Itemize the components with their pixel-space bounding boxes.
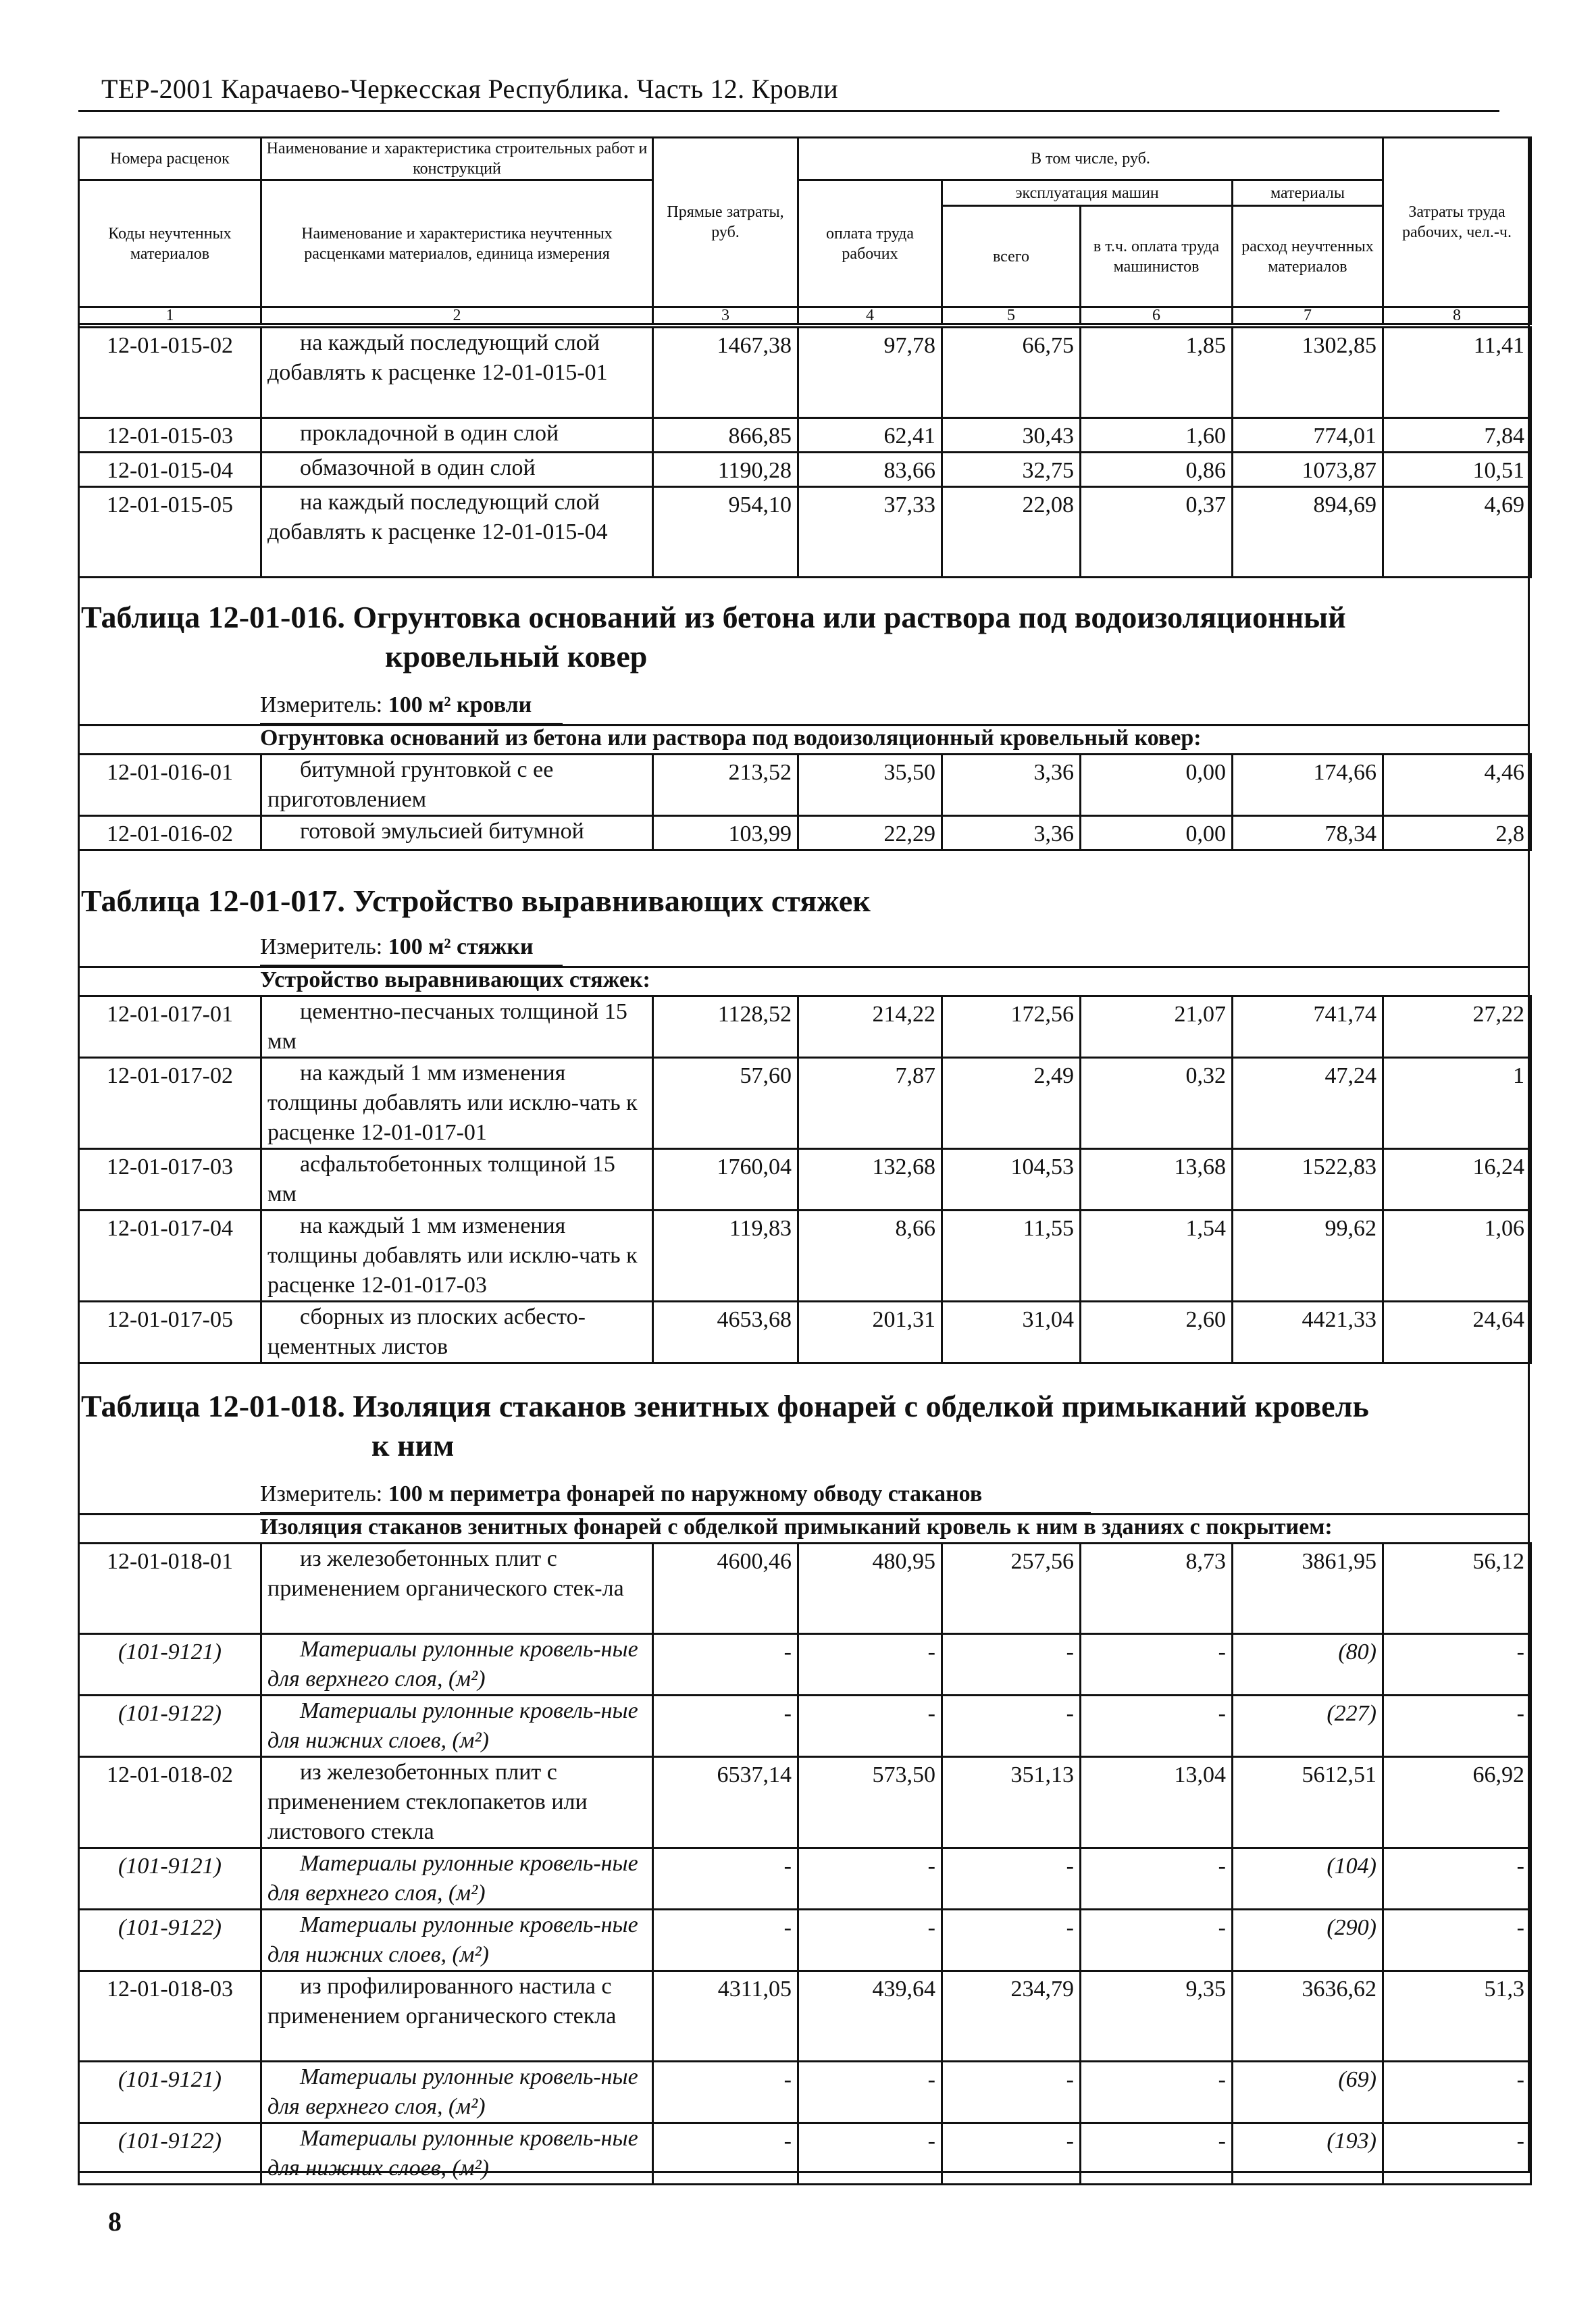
value-cell: - bbox=[942, 1910, 1081, 1971]
value-cell: 104,53 bbox=[942, 1149, 1081, 1211]
value-cell: 8,73 bbox=[1081, 1544, 1233, 1634]
value-cell: - bbox=[1383, 1696, 1531, 1757]
value-cell: 103,99 bbox=[653, 816, 798, 850]
rate-code: 12-01-017-01 bbox=[79, 996, 261, 1058]
value-cell: 66,75 bbox=[942, 328, 1081, 418]
value-cell: 51,3 bbox=[1383, 1971, 1531, 2062]
value-cell: 1,54 bbox=[1081, 1211, 1233, 1302]
value-cell: 83,66 bbox=[798, 453, 942, 487]
table-18-subtitle: Изоляция стаканов зенитных фонарей с обделкой примыканий кровель к ним в зданиях с покрытием: bbox=[260, 1515, 1333, 1540]
value-cell: (69) bbox=[1233, 2062, 1383, 2123]
value-cell: 0,32 bbox=[1081, 1058, 1233, 1149]
header-direct-costs: Прямые затраты, руб. bbox=[653, 138, 798, 307]
col-number: 1 bbox=[79, 307, 261, 324]
value-cell: 132,68 bbox=[798, 1149, 942, 1211]
value-cell: 37,33 bbox=[798, 487, 942, 578]
value-cell: 1,85 bbox=[1081, 328, 1233, 418]
value-cell: 5612,51 bbox=[1233, 1757, 1383, 1848]
value-cell: 954,10 bbox=[653, 487, 798, 578]
material-row bbox=[79, 1696, 1531, 1757]
value-cell: 31,04 bbox=[942, 1302, 1081, 1363]
col-number: 2 bbox=[261, 307, 653, 324]
rate-row bbox=[79, 1211, 1531, 1302]
work-name: асфальтобетонных толщиной 15 мм bbox=[261, 1149, 653, 1211]
value-cell: 172,56 bbox=[942, 996, 1081, 1058]
work-name: прокладочной в один слой bbox=[261, 418, 653, 453]
material-code: (101-9122) bbox=[79, 1696, 261, 1757]
value-cell: 1302,85 bbox=[1233, 328, 1383, 418]
rate-code: 12-01-015-04 bbox=[79, 453, 261, 487]
material-name: Материалы рулонные кровель-ные для нижних слоев, (м²) bbox=[261, 1696, 653, 1757]
col-number: 6 bbox=[1081, 307, 1233, 324]
value-cell: 0,37 bbox=[1081, 487, 1233, 578]
value-cell: - bbox=[1081, 1696, 1233, 1757]
rate-code: 12-01-015-03 bbox=[79, 418, 261, 453]
value-cell: - bbox=[1081, 1634, 1233, 1696]
header-machines-wages: в т.ч. оплата труда машинистов bbox=[1081, 206, 1233, 307]
value-cell: 7,87 bbox=[798, 1058, 942, 1149]
value-cell: - bbox=[653, 1634, 798, 1696]
value-cell: 4600,46 bbox=[653, 1544, 798, 1634]
table-16-title-line2: кровельный ковер bbox=[385, 639, 648, 673]
rate-row bbox=[79, 328, 1531, 418]
value-cell: - bbox=[1081, 1848, 1233, 1910]
value-cell: 573,50 bbox=[798, 1757, 942, 1848]
value-cell: 3,36 bbox=[942, 755, 1081, 816]
value-cell: 234,79 bbox=[942, 1971, 1081, 2062]
value-cell: - bbox=[653, 1910, 798, 1971]
rate-row bbox=[79, 1149, 1531, 1211]
value-cell: - bbox=[1383, 1634, 1531, 1696]
value-cell: (80) bbox=[1233, 1634, 1383, 1696]
material-code: (101-9121) bbox=[79, 2062, 261, 2123]
value-cell: 201,31 bbox=[798, 1302, 942, 1363]
material-name: Материалы рулонные кровель-ные для нижних слоев, (м²) bbox=[261, 2123, 653, 2185]
value-cell: 30,43 bbox=[942, 418, 1081, 453]
measure-label: Измеритель: bbox=[260, 692, 383, 717]
value-cell: 0,00 bbox=[1081, 755, 1233, 816]
value-cell: 774,01 bbox=[1233, 418, 1383, 453]
value-cell: 480,95 bbox=[798, 1544, 942, 1634]
value-cell: 11,55 bbox=[942, 1211, 1081, 1302]
col-number: 5 bbox=[942, 307, 1081, 324]
table-18-measure bbox=[260, 1481, 982, 1507]
value-cell: 56,12 bbox=[1383, 1544, 1531, 1634]
running-head: ТЕР-2001 Карачаево-Черкесская Республика. Часть 12. Кровли bbox=[101, 74, 838, 104]
page-number: 8 bbox=[108, 2206, 122, 2237]
material-name: Материалы рулонные кровель-ные для верхнего слоя, (м²) bbox=[261, 1848, 653, 1910]
value-cell: - bbox=[1081, 1910, 1233, 1971]
rate-row bbox=[79, 418, 1531, 453]
header-materials-consumption: расход неучтенных материалов bbox=[1233, 206, 1383, 307]
value-cell: 6537,14 bbox=[653, 1757, 798, 1848]
value-cell: (104) bbox=[1233, 1848, 1383, 1910]
table-12-01-015 bbox=[78, 326, 1532, 578]
value-cell: 2,60 bbox=[1081, 1302, 1233, 1363]
table-12-01-017 bbox=[78, 995, 1532, 1364]
value-cell: 97,78 bbox=[798, 328, 942, 418]
value-cell: 10,51 bbox=[1383, 453, 1531, 487]
col-number: 3 bbox=[653, 307, 798, 324]
value-cell: 4653,68 bbox=[653, 1302, 798, 1363]
work-name: готовой эмульсией битумной bbox=[261, 816, 653, 850]
rate-row bbox=[79, 755, 1531, 816]
table-16-title: Таблица 12-01-016. Огрунтовка оснований из бетона или раствора под водоизоляционный bbox=[81, 600, 1346, 634]
header-machines-total: всего bbox=[942, 206, 1081, 307]
value-cell: - bbox=[798, 1848, 942, 1910]
value-cell: 62,41 bbox=[798, 418, 942, 453]
table-12-01-018 bbox=[78, 1542, 1532, 2185]
value-cell: - bbox=[653, 1696, 798, 1757]
material-code: (101-9121) bbox=[79, 1848, 261, 1910]
table-17-title: Таблица 12-01-017. Устройство выравнивающих стяжек bbox=[81, 884, 871, 918]
value-cell: 1 bbox=[1383, 1058, 1531, 1149]
work-name: из профилированного настила с применением органического стекла bbox=[261, 1971, 653, 2062]
rate-code: 12-01-017-04 bbox=[79, 1211, 261, 1302]
value-cell: 47,24 bbox=[1233, 1058, 1383, 1149]
material-row bbox=[79, 1634, 1531, 1696]
value-cell: - bbox=[798, 1910, 942, 1971]
value-cell: 894,69 bbox=[1233, 487, 1383, 578]
header-wages: оплата труда рабочих bbox=[798, 180, 942, 307]
material-row bbox=[79, 2123, 1531, 2185]
col-number: 8 bbox=[1383, 307, 1531, 324]
value-cell: 21,07 bbox=[1081, 996, 1233, 1058]
value-cell: - bbox=[798, 2123, 942, 2185]
value-cell: 11,41 bbox=[1383, 328, 1531, 418]
value-cell: 3636,62 bbox=[1233, 1971, 1383, 2062]
value-cell: 4311,05 bbox=[653, 1971, 798, 2062]
work-name: на каждый последующий слой добавлять к расценке 12-01-015-04 bbox=[261, 487, 653, 578]
value-cell: 1,60 bbox=[1081, 418, 1233, 453]
value-cell: 16,24 bbox=[1383, 1149, 1531, 1211]
value-cell: - bbox=[942, 2062, 1081, 2123]
rate-code: 12-01-016-01 bbox=[79, 755, 261, 816]
value-cell: 99,62 bbox=[1233, 1211, 1383, 1302]
value-cell: 1467,38 bbox=[653, 328, 798, 418]
rate-code: 12-01-016-02 bbox=[79, 816, 261, 850]
rate-code: 12-01-017-03 bbox=[79, 1149, 261, 1211]
value-cell: 4421,33 bbox=[1233, 1302, 1383, 1363]
value-cell: (193) bbox=[1233, 2123, 1383, 2185]
value-cell: 351,13 bbox=[942, 1757, 1081, 1848]
value-cell: 1,06 bbox=[1383, 1211, 1531, 1302]
header-rate-numbers: Номера расценок bbox=[79, 138, 261, 180]
value-cell: 7,84 bbox=[1383, 418, 1531, 453]
col-number: 7 bbox=[1233, 307, 1383, 324]
material-row bbox=[79, 1910, 1531, 1971]
table-17-subtitle: Устройство выравнивающих стяжек: bbox=[260, 967, 650, 992]
table-17-measure bbox=[260, 934, 534, 960]
work-name: битумной грунтовкой с ее приготовлением bbox=[261, 755, 653, 816]
value-cell: 24,64 bbox=[1383, 1302, 1531, 1363]
material-code: (101-9121) bbox=[79, 1634, 261, 1696]
material-row bbox=[79, 1848, 1531, 1910]
table-16-subtitle: Огрунтовка оснований из бетона или раствора под водоизоляционный кровельный ковер: bbox=[260, 726, 1202, 751]
value-cell: 866,85 bbox=[653, 418, 798, 453]
value-cell: 9,35 bbox=[1081, 1971, 1233, 2062]
value-cell: 213,52 bbox=[653, 755, 798, 816]
work-name: из железобетонных плит с применением органического стек-ла bbox=[261, 1544, 653, 1634]
value-cell: 1190,28 bbox=[653, 453, 798, 487]
material-code: (101-9122) bbox=[79, 2123, 261, 2185]
value-cell: - bbox=[1383, 1910, 1531, 1971]
value-cell: 2,8 bbox=[1383, 816, 1531, 850]
value-cell: - bbox=[653, 2123, 798, 2185]
value-cell: - bbox=[798, 1696, 942, 1757]
value-cell: 214,22 bbox=[798, 996, 942, 1058]
value-cell: - bbox=[942, 1696, 1081, 1757]
value-cell: - bbox=[798, 1634, 942, 1696]
value-cell: 4,69 bbox=[1383, 487, 1531, 578]
rate-row bbox=[79, 487, 1531, 578]
header-material-codes: Коды неучтенных материалов bbox=[79, 180, 261, 307]
work-name: цементно-песчаных толщиной 15 мм bbox=[261, 996, 653, 1058]
rate-row bbox=[79, 816, 1531, 850]
value-cell: 741,74 bbox=[1233, 996, 1383, 1058]
header-materials: материалы bbox=[1233, 180, 1383, 206]
value-cell: 0,00 bbox=[1081, 816, 1233, 850]
header-material-name: Наименование и характеристика неучтенных расценками материалов, единица измерения bbox=[261, 180, 653, 307]
rate-code: 12-01-017-05 bbox=[79, 1302, 261, 1363]
value-cell: (227) bbox=[1233, 1696, 1383, 1757]
rate-row bbox=[79, 1302, 1531, 1363]
material-row bbox=[79, 2062, 1531, 2123]
material-name: Материалы рулонные кровель-ные для верхнего слоя, (м²) bbox=[261, 2062, 653, 2123]
material-name: Материалы рулонные кровель-ные для нижних слоев, (м²) bbox=[261, 1910, 653, 1971]
header-rule bbox=[78, 110, 1499, 112]
value-cell: 78,34 bbox=[1233, 816, 1383, 850]
work-name: из железобетонных плит с применением стеклопакетов или листового стекла bbox=[261, 1757, 653, 1848]
value-cell: - bbox=[942, 2123, 1081, 2185]
value-cell: - bbox=[942, 1848, 1081, 1910]
rate-row bbox=[79, 1971, 1531, 2062]
work-name: сборных из плоских асбесто-цементных листов bbox=[261, 1302, 653, 1363]
value-cell: 13,04 bbox=[1081, 1757, 1233, 1848]
value-cell: 1128,52 bbox=[653, 996, 798, 1058]
value-cell: - bbox=[653, 2062, 798, 2123]
material-name: Материалы рулонные кровель-ные для верхнего слоя, (м²) bbox=[261, 1634, 653, 1696]
header-machines: эксплуатация машин bbox=[942, 180, 1233, 206]
rate-code: 12-01-017-02 bbox=[79, 1058, 261, 1149]
work-name: на каждый последующий слой добавлять к расценке 12-01-015-01 bbox=[261, 328, 653, 418]
value-cell: 27,22 bbox=[1383, 996, 1531, 1058]
value-cell: 1073,87 bbox=[1233, 453, 1383, 487]
header-labor: Затраты труда рабочих, чел.-ч. bbox=[1383, 138, 1531, 307]
value-cell: 1760,04 bbox=[653, 1149, 798, 1211]
col-number: 4 bbox=[798, 307, 942, 324]
value-cell: 66,92 bbox=[1383, 1757, 1531, 1848]
value-cell: 32,75 bbox=[942, 453, 1081, 487]
table-18-title-line2: к ним bbox=[371, 1428, 455, 1463]
value-cell: 174,66 bbox=[1233, 755, 1383, 816]
value-cell: (290) bbox=[1233, 1910, 1383, 1971]
value-cell: - bbox=[798, 2062, 942, 2123]
work-name: обмазочной в один слой bbox=[261, 453, 653, 487]
value-cell: 1522,83 bbox=[1233, 1149, 1383, 1211]
measure-label: Измеритель: bbox=[260, 1481, 383, 1506]
value-cell: 439,64 bbox=[798, 1971, 942, 2062]
header-work-name: Наименование и характеристика строительных работ и конструкций bbox=[261, 138, 653, 180]
value-cell: - bbox=[942, 1634, 1081, 1696]
value-cell: - bbox=[1081, 2062, 1233, 2123]
rate-row bbox=[79, 1757, 1531, 1848]
value-cell: 119,83 bbox=[653, 1211, 798, 1302]
value-cell: 257,56 bbox=[942, 1544, 1081, 1634]
column-header bbox=[78, 136, 1532, 325]
value-cell: 0,86 bbox=[1081, 453, 1233, 487]
value-cell: 2,49 bbox=[942, 1058, 1081, 1149]
material-code: (101-9122) bbox=[79, 1910, 261, 1971]
table-12-01-016 bbox=[78, 753, 1532, 851]
rate-row bbox=[79, 1058, 1531, 1149]
value-cell: 35,50 bbox=[798, 755, 942, 816]
rate-code: 12-01-015-05 bbox=[79, 487, 261, 578]
value-cell: - bbox=[653, 1848, 798, 1910]
measure-label: Измеритель: bbox=[260, 934, 383, 959]
table-16-measure bbox=[260, 692, 532, 718]
measure-value: 100 м² кровли bbox=[388, 692, 532, 717]
value-cell: 8,66 bbox=[798, 1211, 942, 1302]
rate-code: 12-01-018-02 bbox=[79, 1757, 261, 1848]
value-cell: 22,29 bbox=[798, 816, 942, 850]
rate-row bbox=[79, 996, 1531, 1058]
work-name: на каждый 1 мм изменения толщины добавлять или исклю-чать к расценке 12-01-017-01 bbox=[261, 1058, 653, 1149]
value-cell: 22,08 bbox=[942, 487, 1081, 578]
value-cell: 4,46 bbox=[1383, 755, 1531, 816]
value-cell: - bbox=[1081, 2123, 1233, 2185]
measure-value: 100 м² стяжки bbox=[388, 934, 534, 959]
rate-code: 12-01-018-01 bbox=[79, 1544, 261, 1634]
value-cell: 57,60 bbox=[653, 1058, 798, 1149]
value-cell: - bbox=[1383, 2062, 1531, 2123]
rate-row bbox=[79, 1544, 1531, 1634]
rate-code: 12-01-018-03 bbox=[79, 1971, 261, 2062]
rate-row bbox=[79, 453, 1531, 487]
work-name: на каждый 1 мм изменения толщины добавлять или исклю-чать к расценке 12-01-017-03 bbox=[261, 1211, 653, 1302]
value-cell: 3,36 bbox=[942, 816, 1081, 850]
value-cell: - bbox=[1383, 1848, 1531, 1910]
rate-code: 12-01-015-02 bbox=[79, 328, 261, 418]
table-18-title: Таблица 12-01-018. Изоляция стаканов зенитных фонарей с обделкой примыканий кровель bbox=[81, 1389, 1369, 1423]
value-cell: 3861,95 bbox=[1233, 1544, 1383, 1634]
value-cell: - bbox=[1383, 2123, 1531, 2185]
measure-value: 100 м периметра фонарей по наружному обводу стаканов bbox=[388, 1481, 983, 1506]
header-including: В том числе, руб. bbox=[798, 138, 1383, 180]
value-cell: 13,68 bbox=[1081, 1149, 1233, 1211]
